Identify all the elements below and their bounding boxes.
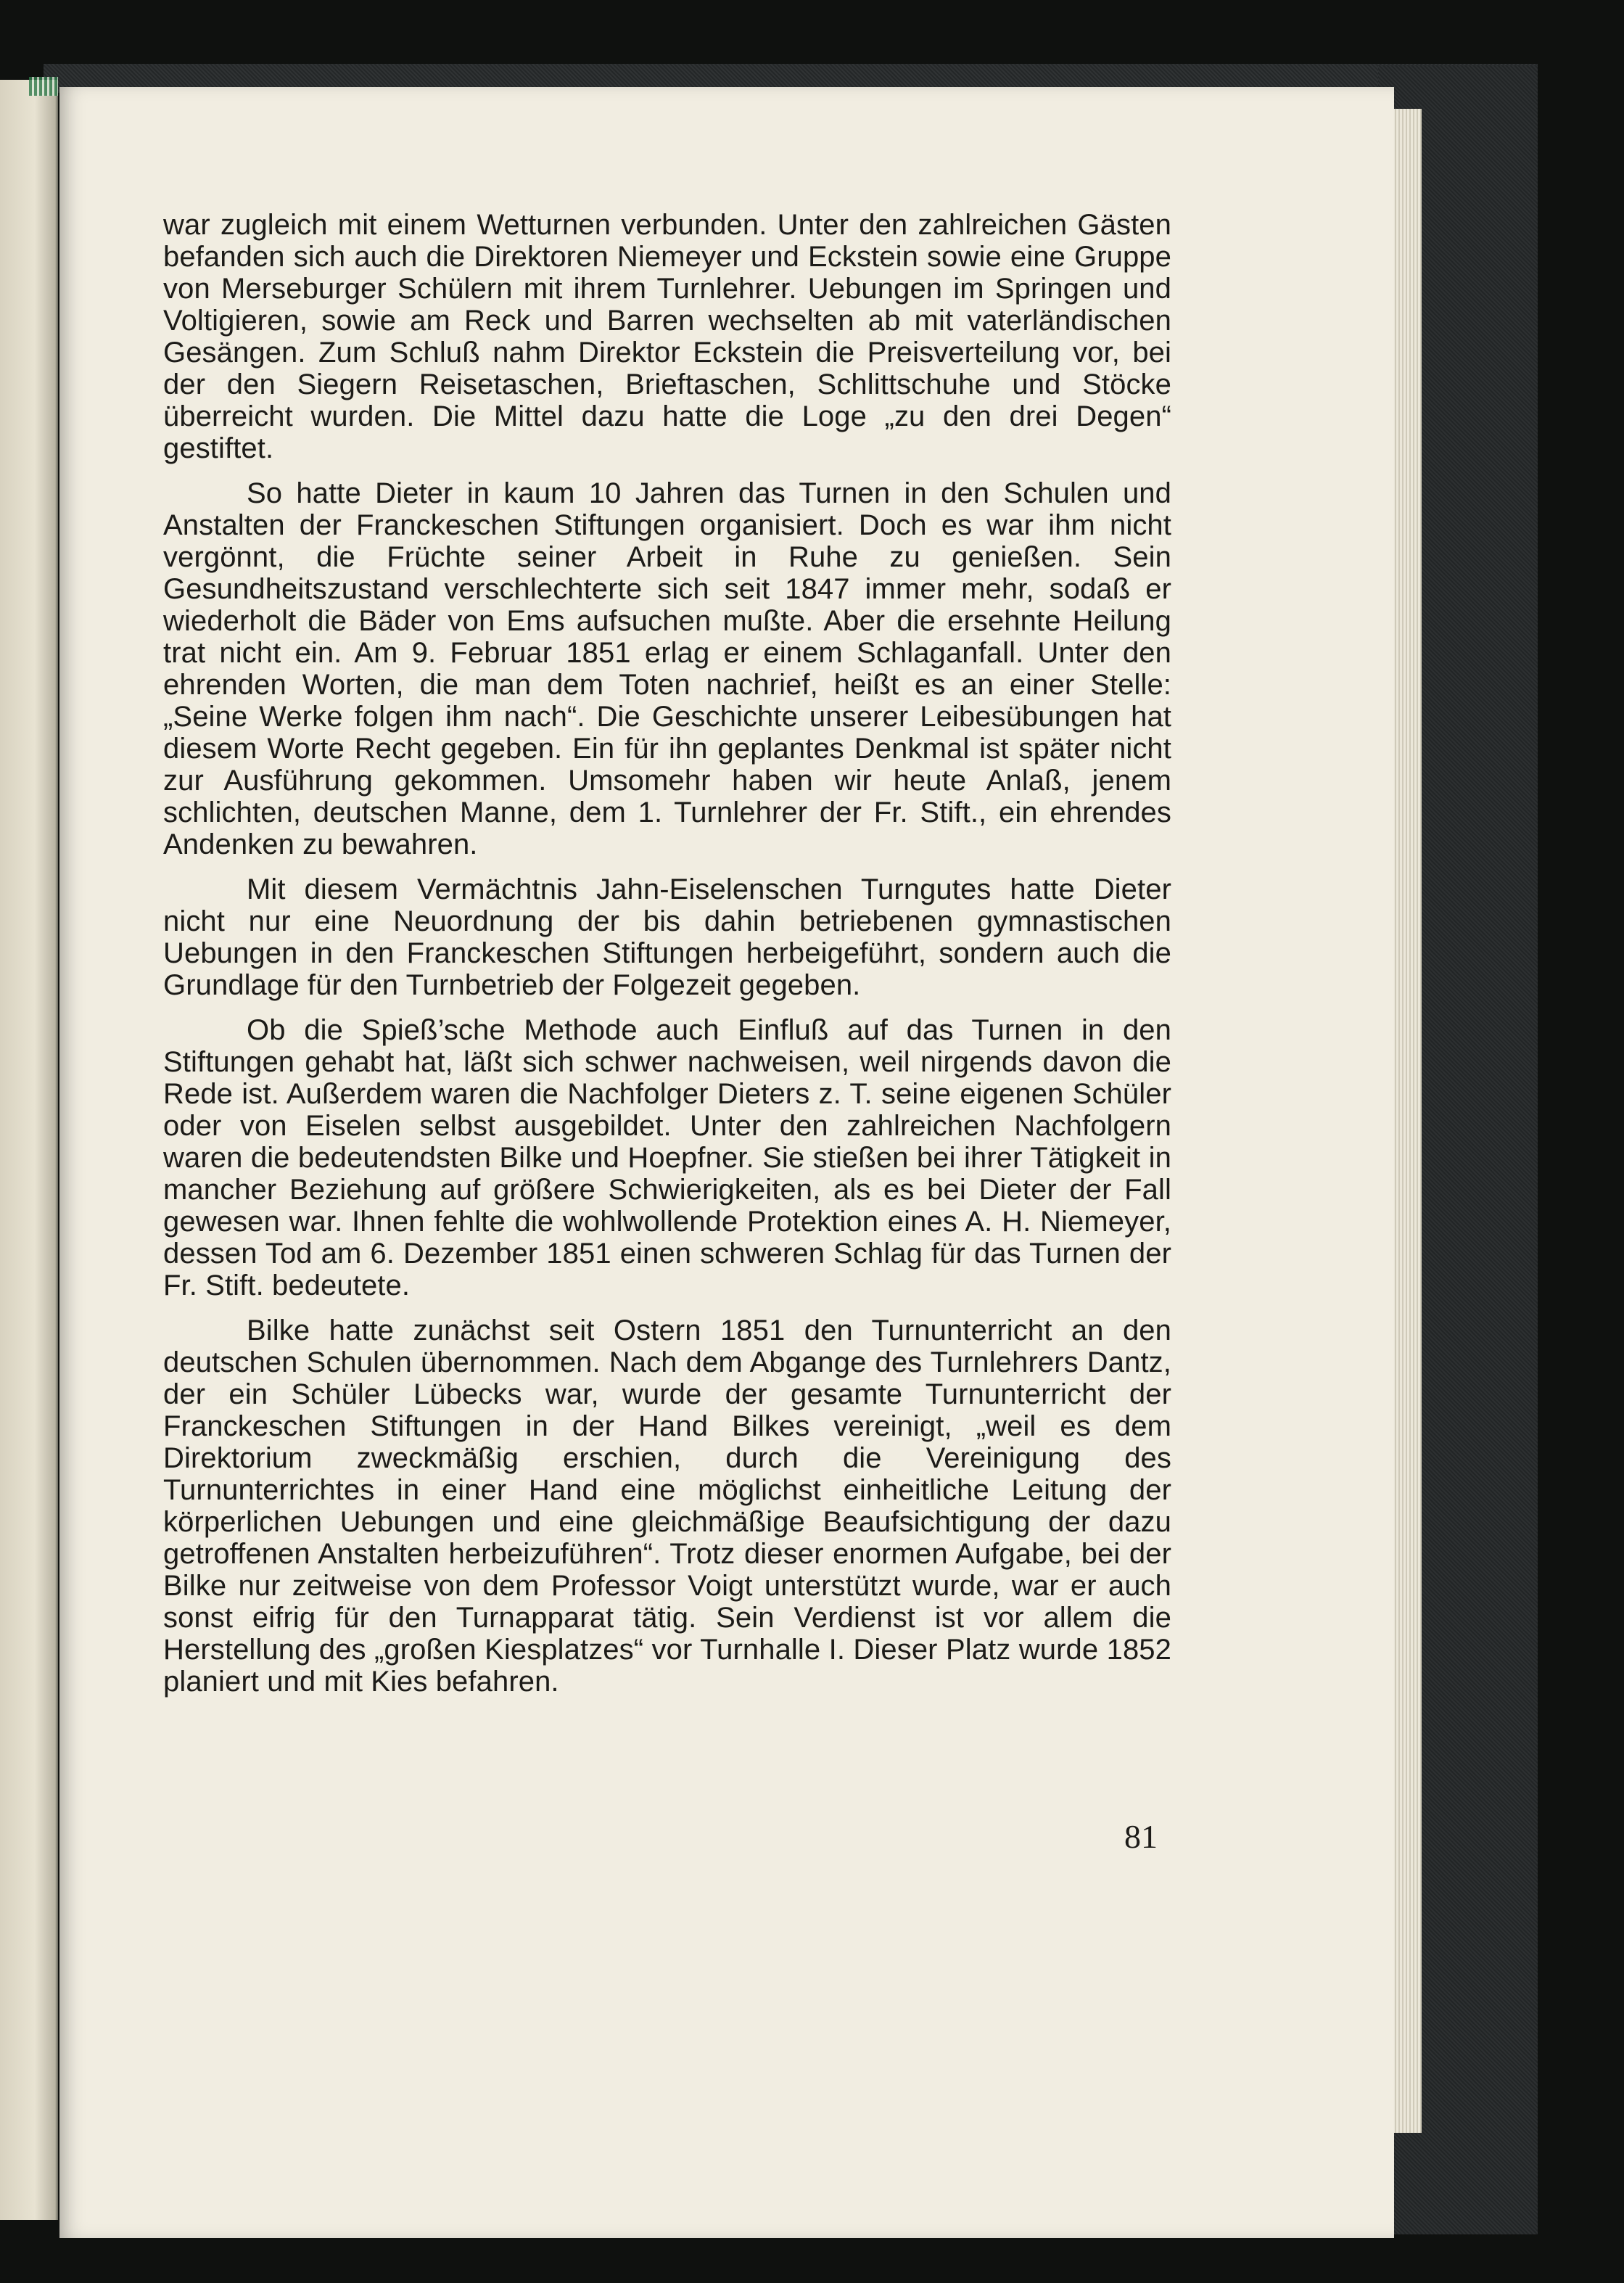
paragraph-1: war zugleich mit einem Wetturnen verbunden. Unter den zahlreichen Gästen befanden sich auch die Direktoren Niemeyer und Eckstein sowie eine Gruppe von Merseburger Schülern mit ihrem Turnlehrer. Uebungen im Springen und Voltigieren, sowie am Reck und Barren wechselten ab mit vaterländischen Gesängen. Zum Schluß nahm Direktor Eckstein die Preisverteilung vor, bei der den Siegern Reisetaschen, Brieftaschen, Schlittschuhe und Stöcke überreicht wurden. Die Mittel dazu hatte die Loge „zu den drei Degen“ gestiftet. (163, 209, 1171, 464)
page-number: 81 (1124, 1818, 1158, 1855)
page-body-text (163, 209, 1171, 1711)
paragraph-4: Ob die Spieß’sche Methode auch Einfluß auf das Turnen in den Stiftungen gehabt hat, läßt sich schwer nachweisen, weil nirgends davon die Rede ist. Außerdem waren die Nachfolger Dieters z. T. seine eigenen Schüler oder von Eiselen selbst ausgebildet. Unter den zahlreichen Nachfolgern waren die bedeutendsten Bilke und Hoepfner. Sie stießen bei ihrer Tätigkeit in mancher Beziehung auf größere Schwierigkeiten, als es bei Dieter der Fall gewesen war. Ihnen fehlte die wohlwollende Protektion eines A. H. Niemeyer, dessen Tod am 6. Dezember 1851 einen schweren Schlag für das Turnen der Fr. Stift. bedeutete. (163, 1014, 1171, 1301)
facing-page-edge (0, 80, 58, 2220)
paragraph-3: Mit diesem Vermächtnis Jahn-Eiselenschen Turngutes hatte Dieter nicht nur eine Neuordnung der bis dahin betriebenen gymnastischen Uebungen in den Franckeschen Stiftungen herbeigeführt, sondern auch die Grundlage für den Turnbetrieb der Folgezeit gegeben. (163, 873, 1171, 1001)
paragraph-5: Bilke hatte zunächst seit Ostern 1851 den Turnunterricht an den deutschen Schulen übernommen. Nach dem Abgange des Turnlehrers Dantz, der ein Schüler Lübecks war, wurde der gesamte Turnunterricht der Franckeschen Stiftungen in der Hand Bilkes vereinigt, „weil es dem Direktorium zweckmäßig erschien, durch die Vereinigung des Turnunterrichtes in einer Hand eine möglichst einheitliche Leitung der körperlichen Uebungen und eine gleichmäßige Beaufsichtigung der dazu getroffenen Anstalten herbeizuführen“. Trotz dieser enormen Aufgabe, bei der Bilke nur zeitweise von dem Professor Voigt unterstützt wurde, war er auch sonst eifrig für den Turnapparat tätig. Sein Verdienst ist vor allem die Herstellung des „großen Kiesplatzes“ vor Turnhalle I. Dieser Platz wurde 1852 planiert und mit Kies befahren. (163, 1315, 1171, 1698)
bookmark-ribbon-icon (29, 77, 58, 96)
paragraph-2: So hatte Dieter in kaum 10 Jahren das Turnen in den Schulen und Anstalten der Franckeschen Stiftungen organisiert. Doch es war ihm nicht vergönnt, die Früchte seiner Arbeit in Ruhe zu genießen. Sein Gesundheitszustand verschlechterte sich seit 1847 immer mehr, sodaß er wiederholt die Bäder von Ems aufsuchen mußte. Aber die ersehnte Heilung trat nicht ein. Am 9. Februar 1851 erlag er einem Schlaganfall. Unter den ehrenden Worten, die man dem Toten nachrief, heißt es an einer Stelle: „Seine Werke folgen ihm nach“. Die Geschichte unserer Leibesübungen hat diesem Worte Recht gegeben. Ein für ihn geplantes Denkmal ist später nicht zur Ausführung gekommen. Umsomehr haben wir heute Anlaß, jenem schlichten, deutschen Manne, dem 1. Turnlehrer der Fr. Stift., ein ehrendes Andenken zu bewahren. (163, 477, 1171, 860)
